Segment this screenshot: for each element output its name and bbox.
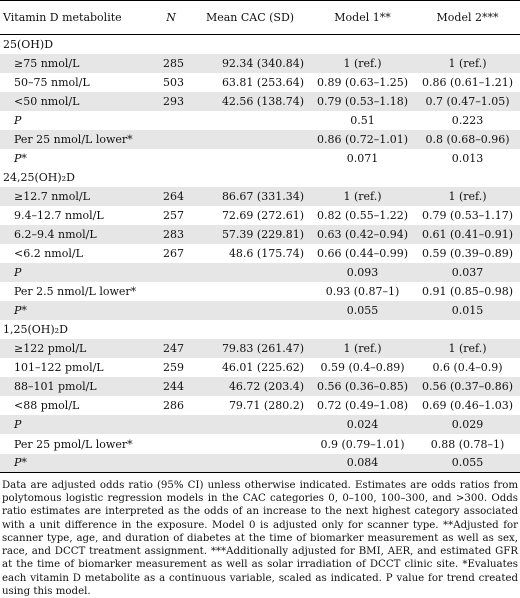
model2-cell: 0.56 (0.37–0.86) xyxy=(415,377,520,396)
mean-cac-cell xyxy=(190,263,310,282)
mean-cac-cell: 42.56 (138.74) xyxy=(190,92,310,111)
n-cell: 285 xyxy=(152,54,190,73)
header-n: N xyxy=(152,1,190,35)
section-row xyxy=(0,320,520,339)
row-label: <50 nmol/L xyxy=(0,92,152,111)
row-label: ≥75 nmol/L xyxy=(0,54,152,73)
model1-cell: 0.51 xyxy=(350,113,375,127)
model2-cell: 1 (ref.) xyxy=(415,339,520,358)
model1-cell: 0.9 (0.79–1.01) xyxy=(320,437,405,451)
mean-cac-cell: 86.67 (331.34) xyxy=(190,187,310,206)
model2-cell: 0.8 (0.68–0.96) xyxy=(415,130,520,149)
model1-cell: 0.82 (0.55–1.22) xyxy=(316,208,409,222)
model2-cell: 0.88 (0.78–1) xyxy=(430,437,505,451)
n-cell xyxy=(152,111,190,130)
row-label: 6.2–9.4 nmol/L xyxy=(0,225,152,244)
p-value-row xyxy=(0,415,520,434)
model2-cell: 0.59 (0.39–0.89) xyxy=(421,247,514,261)
mean-cac-cell xyxy=(190,415,310,434)
table-body xyxy=(0,35,520,473)
mean-cac-cell: 46.72 (203.4) xyxy=(190,377,310,396)
row-label: ≥122 pmol/L xyxy=(0,339,152,358)
n-cell: 283 xyxy=(152,225,190,244)
section-row xyxy=(0,168,520,187)
mean-cac-cell xyxy=(190,454,310,473)
section-row xyxy=(0,35,520,54)
mean-cac-cell: 92.34 (340.84) xyxy=(190,54,310,73)
header-metabolite: Vitamin D metabolite xyxy=(0,1,152,35)
row-label: Per 25 pmol/L lower* xyxy=(14,437,133,451)
n-cell: 267 xyxy=(163,247,184,261)
mean-cac-cell xyxy=(190,149,310,168)
footnote-text: Data are adjusted odds ratio (95% CI) unless otherwise indicated. Estimates are odds ratios from polytomous logistic regression models in the CAC categories 0, 0–100, 100–300, and >300. Odds ratio estimates are interpreted as the odds of an increase to the next highest category associated with a unit difference in the exposure. Model 0 is adjusted only for scanner type. **Adjusted for scanner type, age, and duration of diabetes at the time of biomarker measurement as well as sex, race, and DCCT treatment assignment. ***Additionally adjusted for BMI, AER, and estimated GFR at the time of biomarker measurement as well as solar irradiation of DCCT clinic site. *Evaluates each vitamin D metabolite as a continuous variable, scaled as indicated. P value for trend created using this model. xyxy=(2,480,518,597)
table-row xyxy=(0,339,520,358)
row-label: <88 pmol/L xyxy=(14,399,80,413)
n-cell xyxy=(152,149,190,168)
model1-cell: 0.084 xyxy=(310,454,415,473)
model2-cell: 0.69 (0.46–1.03) xyxy=(421,399,514,413)
header-model1: Model 1** xyxy=(310,1,415,35)
p-label: P* xyxy=(14,151,27,165)
table-header xyxy=(0,1,520,35)
n-cell xyxy=(152,263,190,282)
header-mean-cac: Mean CAC (SD) xyxy=(190,1,310,35)
model2-cell: 0.7 (0.47–1.05) xyxy=(415,92,520,111)
model1-cell: 0.89 (0.63–1.25) xyxy=(316,75,409,89)
table-row xyxy=(0,377,520,396)
model2-cell: 0.86 (0.61–1.21) xyxy=(421,75,514,89)
n-cell xyxy=(152,415,190,434)
table-footnote xyxy=(0,473,520,598)
model1-cell: 1 (ref.) xyxy=(310,54,415,73)
model2-cell: 0.91 (0.85–0.98) xyxy=(421,285,514,299)
mean-cac-cell: 46.01 (225.62) xyxy=(221,361,304,375)
model2-cell: 0.055 xyxy=(415,454,520,473)
p-label: P* xyxy=(0,454,152,473)
model2-cell: 0.015 xyxy=(415,301,520,320)
model1-cell: 1 (ref.) xyxy=(310,339,415,358)
p-value-row xyxy=(0,149,520,168)
row-label: ≥12.7 nmol/L xyxy=(0,187,152,206)
model2-cell: 0.013 xyxy=(451,151,484,165)
mean-cac-cell: 79.71 (280.2) xyxy=(228,399,304,413)
mean-cac-cell: 72.69 (272.61) xyxy=(221,208,304,222)
row-label: <6.2 nmol/L xyxy=(14,247,83,261)
n-cell xyxy=(152,434,190,453)
n-cell: 293 xyxy=(152,92,190,111)
section-label: 24,25(OH)₂D xyxy=(0,168,520,187)
model2-cell: 0.037 xyxy=(415,263,520,282)
table-row xyxy=(0,225,520,244)
header-model2: Model 2*** xyxy=(415,1,520,35)
model1-cell: 0.72 (0.49–1.08) xyxy=(316,399,409,413)
mean-cac-cell: 48.6 (175.74) xyxy=(228,247,304,261)
mean-cac-cell xyxy=(190,111,310,130)
n-cell xyxy=(152,282,190,301)
model1-cell: 0.56 (0.36–0.85) xyxy=(310,377,415,396)
model1-cell: 0.59 (0.4–0.89) xyxy=(320,361,405,375)
row-label: 101–122 pmol/L xyxy=(14,361,104,375)
p-label: P xyxy=(0,263,152,282)
n-cell: 257 xyxy=(163,208,184,222)
table-row xyxy=(0,282,520,301)
section-label: 1,25(OH)₂D xyxy=(0,320,520,339)
model1-cell: 0.63 (0.42–0.94) xyxy=(310,225,415,244)
model1-cell: 0.093 xyxy=(310,263,415,282)
model2-cell: 1 (ref.) xyxy=(415,187,520,206)
n-cell xyxy=(152,130,190,149)
n-cell: 247 xyxy=(152,339,190,358)
section-label: 25(OH)D xyxy=(0,35,520,54)
mean-cac-cell xyxy=(190,282,310,301)
row-label: Per 25 nmol/L lower* xyxy=(0,130,152,149)
model1-cell: 0.024 xyxy=(310,415,415,434)
model1-cell: 0.79 (0.53–1.18) xyxy=(310,92,415,111)
p-value-row xyxy=(0,111,520,130)
model2-cell: 0.029 xyxy=(415,415,520,434)
table-row xyxy=(0,244,520,263)
p-label: P xyxy=(0,415,152,434)
model2-cell: 0.6 (0.4–0.9) xyxy=(432,361,503,375)
table-row xyxy=(0,206,520,225)
n-cell: 259 xyxy=(163,361,184,375)
row-label: Per 2.5 nmol/L lower* xyxy=(14,285,137,299)
p-label: P* xyxy=(0,301,152,320)
model2-cell: 0.61 (0.41–0.91) xyxy=(415,225,520,244)
mean-cac-cell: 63.81 (253.64) xyxy=(221,75,304,89)
n-cell xyxy=(152,454,190,473)
model2-cell: 1 (ref.) xyxy=(415,54,520,73)
model2-cell: 0.223 xyxy=(451,113,484,127)
n-cell: 286 xyxy=(163,399,184,413)
row-label: 50–75 nmol/L xyxy=(14,75,90,89)
table-row xyxy=(0,92,520,111)
model2-cell: 0.79 (0.53–1.17) xyxy=(421,208,514,222)
n-cell: 503 xyxy=(163,75,184,89)
mean-cac-cell xyxy=(190,434,310,453)
p-value-row xyxy=(0,454,520,473)
table-row xyxy=(0,187,520,206)
model1-cell: 0.66 (0.44–0.99) xyxy=(316,247,409,261)
table-row xyxy=(0,130,520,149)
model1-cell: 0.86 (0.72–1.01) xyxy=(310,130,415,149)
table-row xyxy=(0,54,520,73)
row-label: 9.4–12.7 nmol/L xyxy=(14,208,104,222)
model1-cell: 0.93 (0.87–1) xyxy=(325,285,400,299)
mean-cac-cell: 79.83 (261.47) xyxy=(190,339,310,358)
p-value-row xyxy=(0,301,520,320)
mean-cac-cell xyxy=(190,301,310,320)
table-row xyxy=(0,434,520,453)
row-label: 88–101 pmol/L xyxy=(0,377,152,396)
table-row xyxy=(0,73,520,92)
n-cell: 264 xyxy=(152,187,190,206)
table-row xyxy=(0,358,520,377)
p-label: P xyxy=(14,113,22,127)
table-row xyxy=(0,396,520,415)
model1-cell: 0.071 xyxy=(346,151,379,165)
model1-cell: 0.055 xyxy=(310,301,415,320)
model1-cell: 1 (ref.) xyxy=(310,187,415,206)
n-cell: 244 xyxy=(152,377,190,396)
mean-cac-cell: 57.39 (229.81) xyxy=(190,225,310,244)
p-value-row xyxy=(0,263,520,282)
mean-cac-cell xyxy=(190,130,310,149)
n-cell xyxy=(152,301,190,320)
